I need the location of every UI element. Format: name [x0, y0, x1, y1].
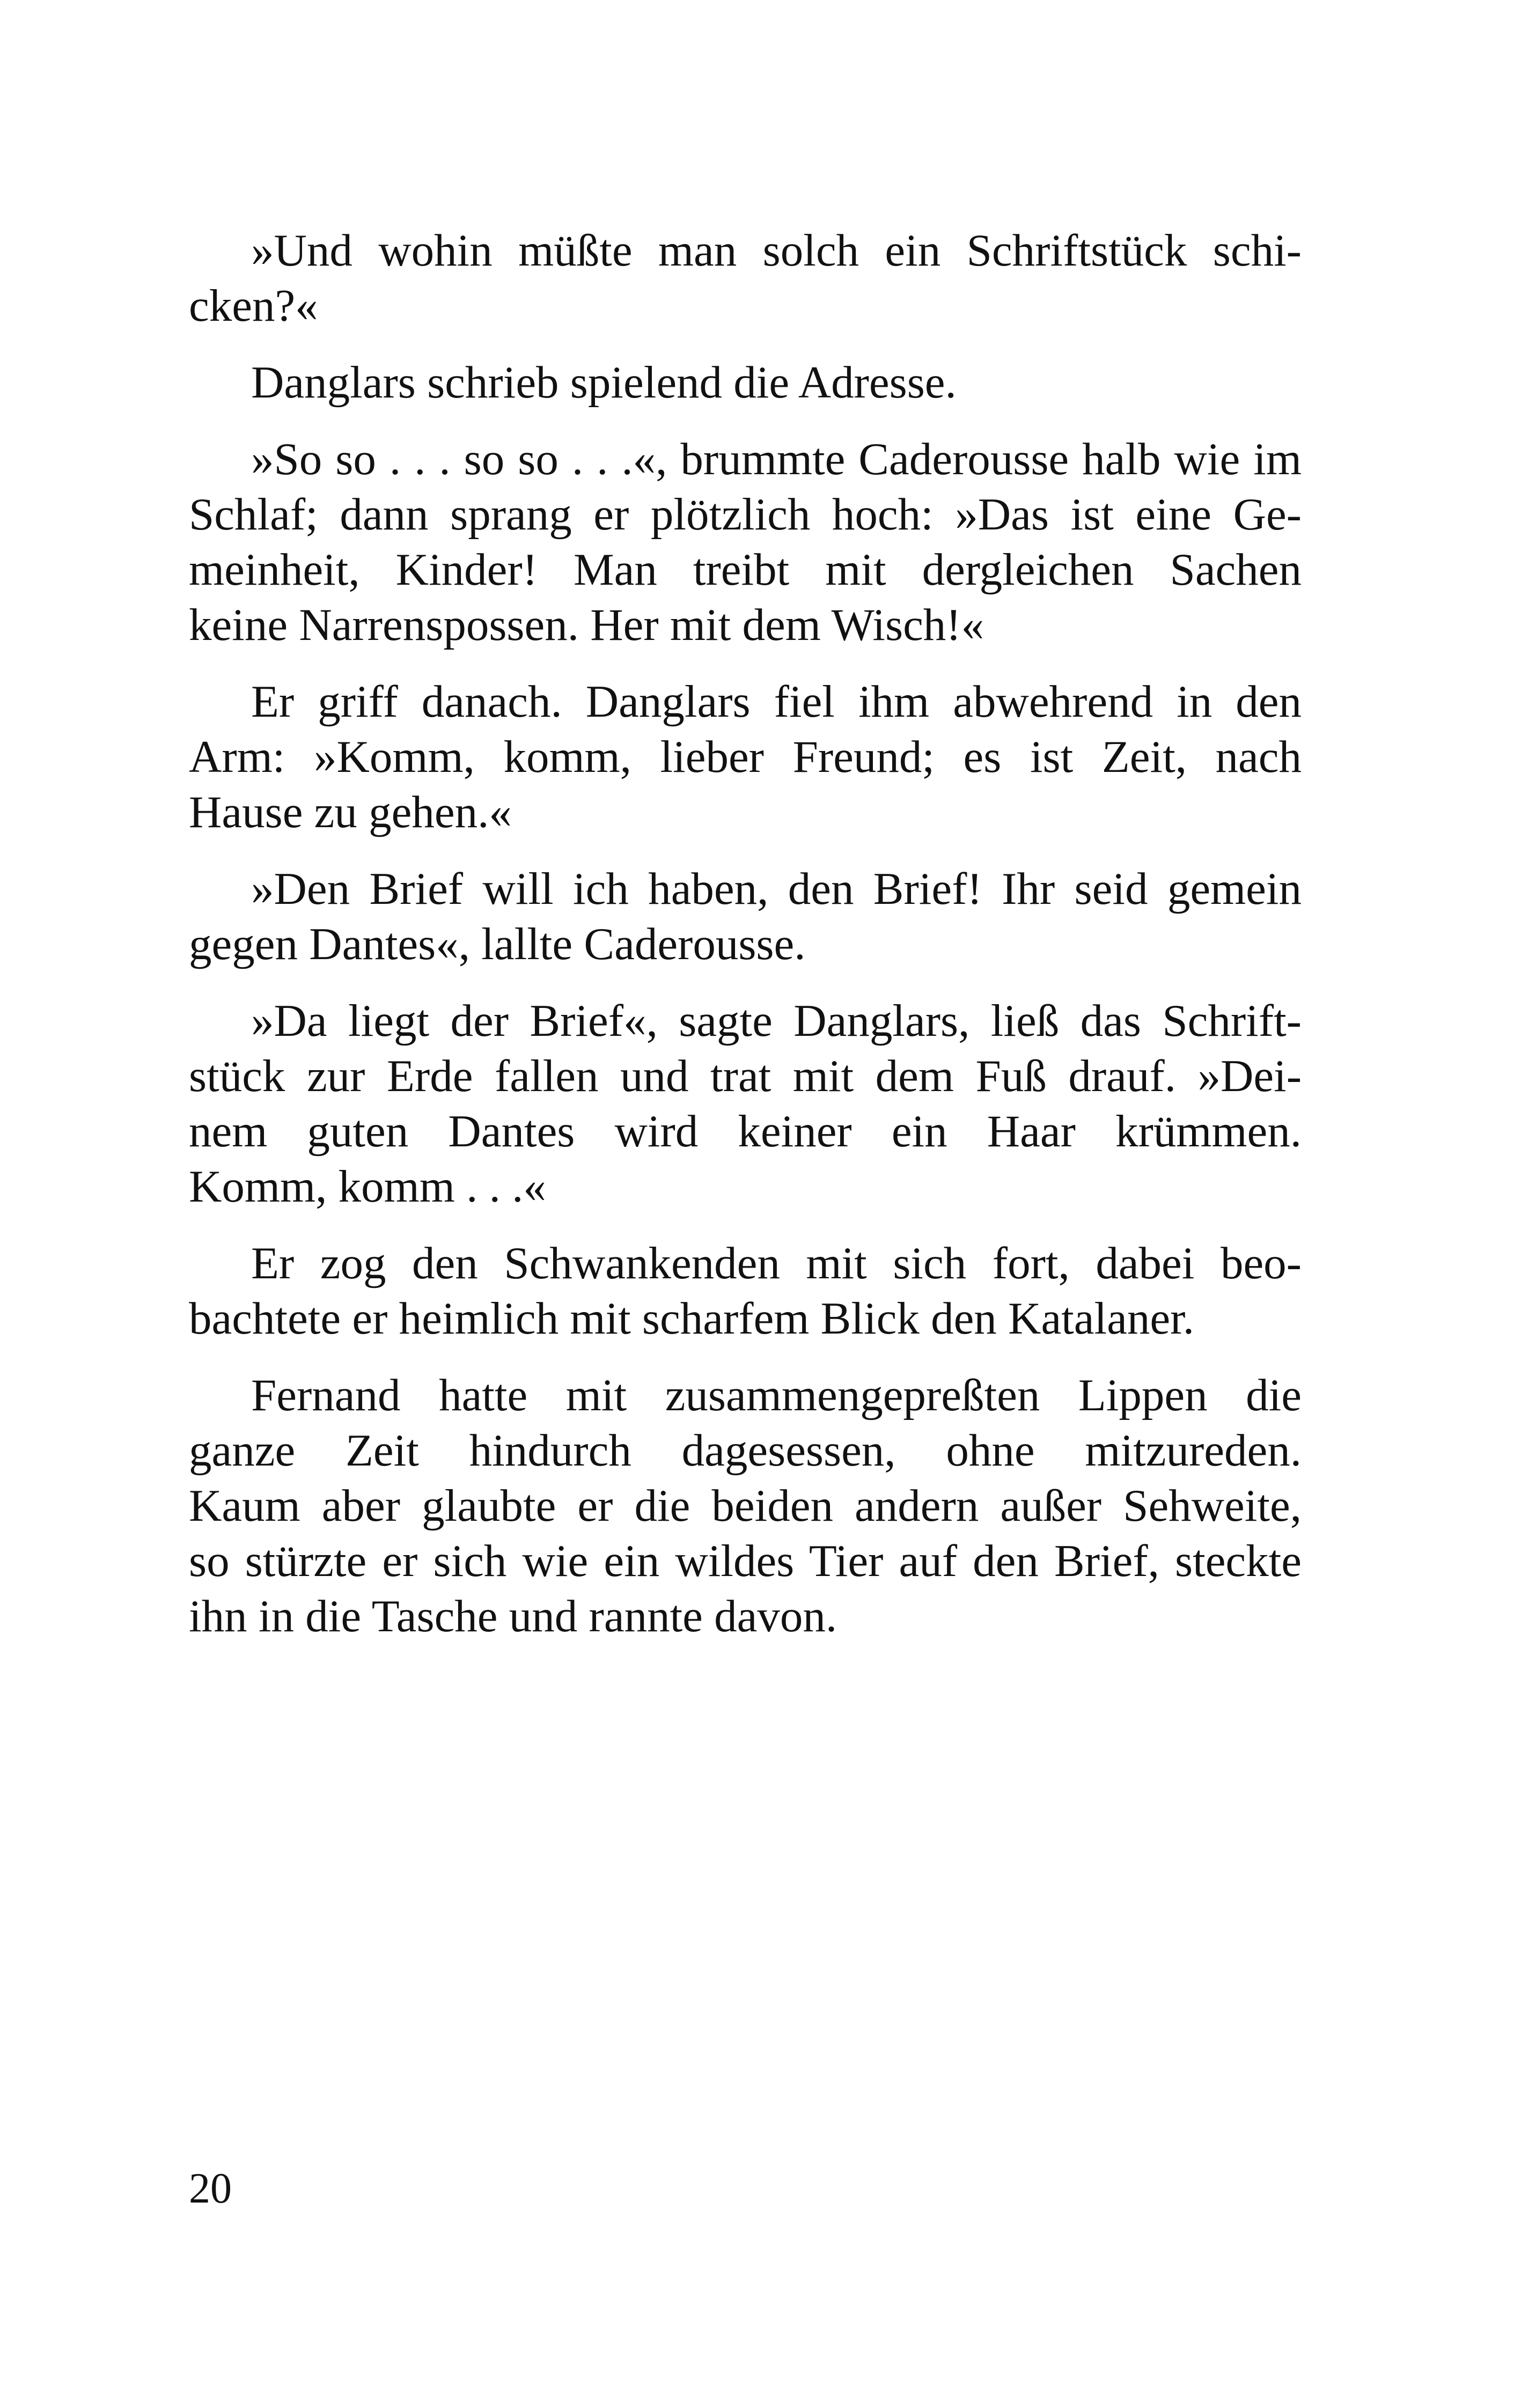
paragraph: [189, 355, 1302, 410]
paragraph: [189, 1236, 1302, 1346]
text-line: Komm, komm . . .«: [189, 1161, 546, 1212]
text-line: ihn in die Tasche und rannte davon.: [189, 1591, 837, 1641]
text-line: Arm: »Komm, komm, lieber Freund; es ist Zeit, nach: [189, 732, 1302, 782]
paragraph: [189, 223, 1302, 334]
text-line: gegen Dantes«, lallte Caderousse.: [189, 919, 806, 969]
text-line: »Den Brief will ich haben, den Brief! Ihr seid gemein: [251, 864, 1302, 914]
text-line: meinheit, Kinder! Man treibt mit dergleichen Sachen: [189, 544, 1302, 595]
page-number: 20: [189, 2165, 232, 2212]
paragraph: [189, 993, 1302, 1214]
text-line: »Und wohin müßte man solch ein Schriftstück schi-: [251, 225, 1302, 276]
text-line: Schlaf; dann sprang er plötzlich hoch: »Das ist eine Ge-: [189, 489, 1302, 540]
text-line: keine Narrenspossen. Her mit dem Wisch!«: [189, 600, 984, 650]
text-line: Er griff danach. Danglars fiel ihm abwehrend in den: [251, 676, 1302, 727]
paragraph: [189, 861, 1302, 972]
text-line: ganze Zeit hindurch dagesessen, ohne mitzureden.: [189, 1425, 1302, 1476]
text-line: Hause zu gehen.«: [189, 787, 512, 837]
body-text: [189, 223, 1302, 1666]
text-line: »Da liegt der Brief«, sagte Danglars, ließ das Schrift-: [251, 996, 1302, 1046]
text-line: Danglars schrieb spielend die Adresse.: [251, 357, 957, 408]
text-line: nem guten Dantes wird keiner ein Haar krümmen.: [189, 1106, 1302, 1157]
text-line: Er zog den Schwankenden mit sich fort, dabei beo-: [251, 1238, 1302, 1288]
text-line: bachtete er heimlich mit scharfem Blick den Katalaner.: [189, 1293, 1194, 1344]
text-line: stück zur Erde fallen und trat mit dem Fuß drauf. »Dei-: [189, 1051, 1302, 1101]
paragraph: [189, 432, 1302, 653]
text-line: Kaum aber glaubte er die beiden andern außer Sehweite,: [189, 1481, 1302, 1531]
paragraph: [189, 674, 1302, 840]
paragraph: [189, 1368, 1302, 1644]
text-line: so stürzte er sich wie ein wildes Tier auf den Brief, steckte: [189, 1536, 1302, 1586]
text-line: cken?«: [189, 281, 318, 331]
text-line: Fernand hatte mit zusammengepreßten Lippen die: [251, 1370, 1302, 1420]
text-line: »So so . . . so so . . .«, brummte Caderousse halb wie im: [251, 434, 1302, 484]
